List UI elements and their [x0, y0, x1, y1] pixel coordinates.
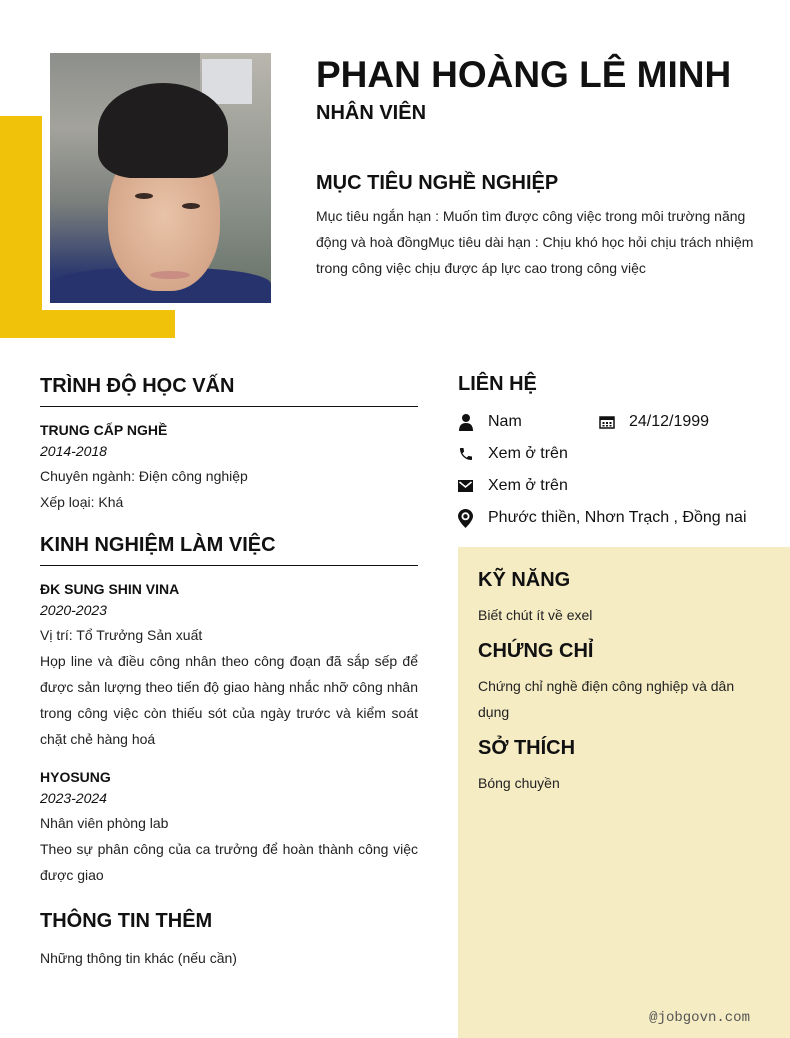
candidate-position: NHÂN VIÊN	[316, 102, 427, 124]
experience-description: Theo sự phân công của ca trưởng để hoàn thành công việc được giao	[40, 841, 418, 883]
contact-row-gender-birthday	[458, 406, 778, 438]
education-section	[40, 375, 418, 515]
additional-text: Những thông tin khác (nếu cần)	[40, 950, 237, 966]
education-date: 2014-2018	[40, 443, 107, 459]
photo-eye	[182, 203, 200, 209]
contact-row-address	[458, 502, 778, 534]
phone-icon	[458, 446, 488, 462]
contact-row-phone	[458, 438, 778, 470]
objective-text: Mục tiêu ngắn hạn : Muốn tìm được công việc trong môi trường năng động và hoà đồngMục tiêu dài hạn : Chịu khó học hỏi chịu trách nhiệm trong công việc chịu được áp lực cao trong công việc	[316, 208, 754, 276]
experience-date: 2020-2023	[40, 602, 107, 618]
experience-role: Vị trí: Tổ Trưởng Sản xuất	[40, 627, 203, 643]
email-value: Xem ở trên	[488, 477, 568, 494]
mail-icon	[458, 480, 488, 492]
experience-date: 2023-2024	[40, 790, 107, 806]
experience-section	[40, 534, 418, 888]
contact-heading: LIÊN HỆ	[458, 373, 537, 395]
hobbies-heading: SỞ THÍCH	[478, 737, 576, 759]
skills-heading: KỸ NĂNG	[478, 569, 571, 591]
certificates-text: Chứng chỉ nghề điện công nghiệp và dân dụng	[478, 678, 735, 720]
calendar-icon	[599, 415, 629, 429]
experience-description: Họp line và điều công nhân theo công đoạn đã sắp sếp để được sản lượng theo tiến độ giao hàng nhắc nhỡ công nhân trong công việc còn thiếu sót của ngày trước và kiểm soát chặt chẻ hàng hoá	[40, 653, 418, 747]
objective-heading: MỤC TIÊU NGHỀ NGHIỆP	[316, 172, 559, 194]
experience-heading: KINH NGHIỆM LÀM VIỆC	[40, 534, 418, 566]
certificates-heading: CHỨNG CHỈ	[478, 640, 594, 662]
phone-value: Xem ở trên	[488, 445, 568, 462]
sidebar-panel	[458, 547, 790, 1038]
photo-hair	[98, 83, 228, 178]
skills-text: Biết chút ít về exel	[478, 607, 593, 623]
person-icon	[458, 413, 488, 431]
photo-eye	[135, 193, 153, 199]
gender-value: Nam	[488, 413, 522, 430]
contact-section	[458, 373, 778, 534]
candidate-name: PHAN HOÀNG LÊ MINH	[316, 54, 732, 95]
location-pin-icon	[458, 509, 488, 528]
photo-mouth	[150, 271, 190, 279]
education-title: TRUNG CẤP NGHỀ	[40, 422, 168, 438]
accent-bar-vertical	[0, 116, 42, 338]
hobbies-text: Bóng chuyền	[478, 775, 560, 791]
education-rank: Xếp loại: Khá	[40, 494, 124, 510]
address-value: Phước thiền, Nhơn Trạch , Đồng nai	[488, 509, 747, 526]
accent-bar-horizontal	[0, 310, 175, 338]
experience-company: HYOSUNG	[40, 769, 111, 785]
experience-company: ĐK SUNG SHIN VINA	[40, 581, 180, 597]
watermark: @jobgovn.com	[649, 1010, 750, 1026]
education-heading: TRÌNH ĐỘ HỌC VẤN	[40, 375, 418, 407]
experience-role: Nhân viên phòng lab	[40, 815, 169, 831]
contact-row-email	[458, 470, 778, 502]
additional-section	[40, 910, 418, 971]
profile-photo	[50, 53, 271, 303]
additional-heading: THÔNG TIN THÊM	[40, 910, 213, 932]
birthday-value: 24/12/1999	[629, 413, 710, 430]
education-major: Chuyên ngành: Điện công nghiệp	[40, 468, 248, 484]
